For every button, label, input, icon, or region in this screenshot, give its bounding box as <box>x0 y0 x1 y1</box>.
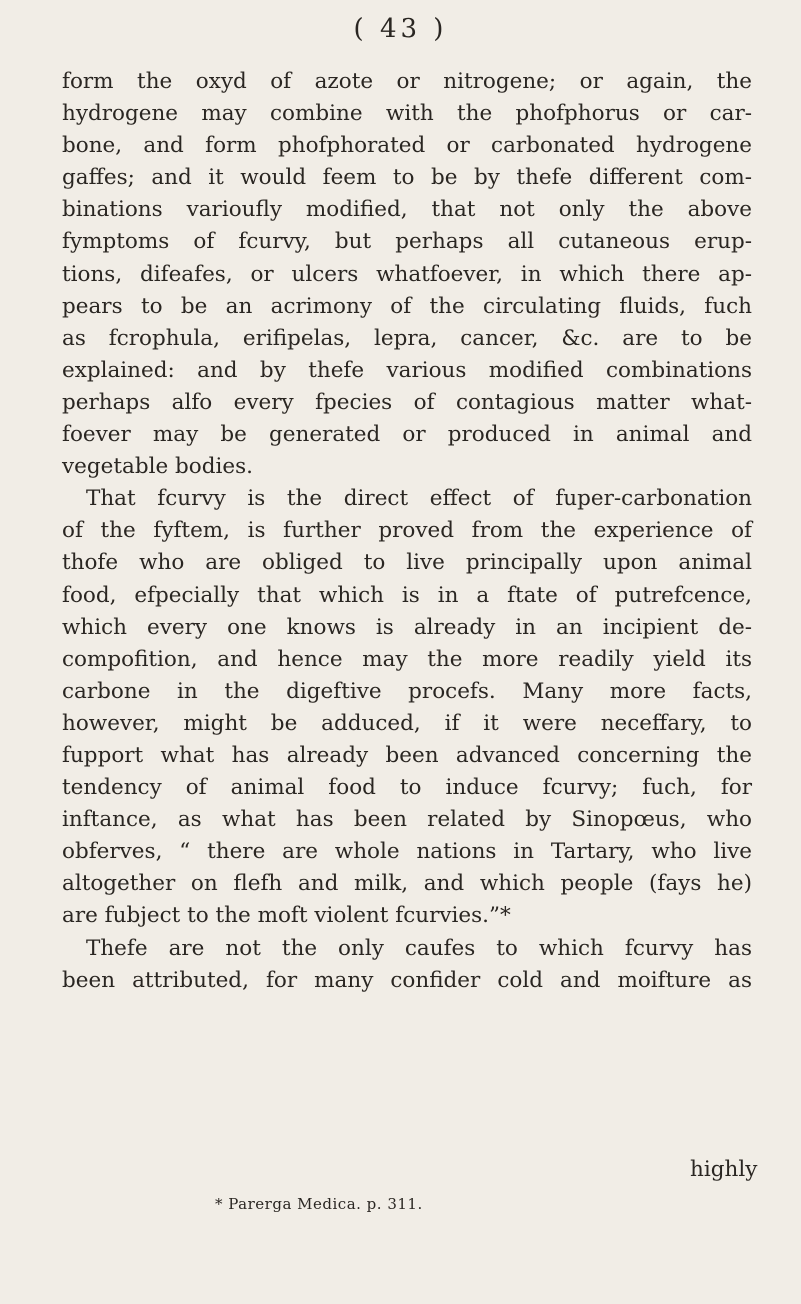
text-line: fymptoms of fcurvy, but perhaps all cutaneous erup- <box>62 229 752 255</box>
text-line: food, efpecially that which is in a ftate of putrefcence, <box>62 582 752 608</box>
text-line: carbone in the digeftive procefs. Many more facts, <box>62 678 752 704</box>
text-line: tions, difeafes, or ulcers whatfoever, in which there ap- <box>62 261 752 287</box>
catchword: highly <box>690 1157 758 1182</box>
text-line: tendency of animal food to induce fcurvy; fuch, for <box>62 775 752 801</box>
text-line: compofition, and hence may the more readily yield its <box>62 646 752 672</box>
text-line: thofe who are obliged to live principally upon animal <box>62 550 752 576</box>
text-line: of the fyftem, is further proved from the experience of <box>62 518 752 544</box>
text-line: bone, and form phofphorated or carbonated hydrogene <box>62 133 752 159</box>
text-line: form the oxyd of azote or nitrogene; or again, the <box>62 69 752 94</box>
text-line: altogether on flefh and milk, and which people (fays he) <box>62 871 752 897</box>
text-line: pears to be an acrimony of the circulating fluids, fuch <box>62 293 752 319</box>
text-line: are fubject to the moft violent fcurvies.”* <box>62 903 511 929</box>
footnote: * Parerga Medica. p. 311. <box>215 1195 423 1213</box>
text-line: binations varioufly modified, that not only the above <box>62 197 752 223</box>
text-line: perhaps alfo every fpecies of contagious matter what- <box>62 389 752 415</box>
text-line: fupport what has already been advanced concerning the <box>62 742 752 768</box>
text-line: which every one knows is already in an incipient de- <box>62 614 752 640</box>
text-line: obferves, “ there are whole nations in Tartary, who live <box>62 839 752 865</box>
text-line: explained: and by thefe various modified combinations <box>62 357 752 383</box>
body-text <box>62 66 752 997</box>
text-line: been attributed, for many confider cold and moifture as <box>62 967 752 993</box>
text-line: hydrogene may combine with the phofphorus or car- <box>62 101 752 127</box>
text-line: That fcurvy is the direct effect of fuper-carbonation <box>86 486 752 512</box>
text-line: Thefe are not the only caufes to which fcurvy has <box>86 935 752 961</box>
text-line: however, might be adduced, if it were neceffary, to <box>62 710 752 736</box>
text-line: vegetable bodies. <box>62 454 253 480</box>
text-line: foever may be generated or produced in animal and <box>62 422 752 448</box>
text-line: as fcrophula, erifipelas, lepra, cancer, &c. are to be <box>62 325 752 351</box>
text-line: gaffes; and it would feem to be by thefe different com- <box>62 165 752 191</box>
text-line: inftance, as what has been related by Sinopœus, who <box>62 807 752 833</box>
page-number: ( 43 ) <box>353 14 448 44</box>
